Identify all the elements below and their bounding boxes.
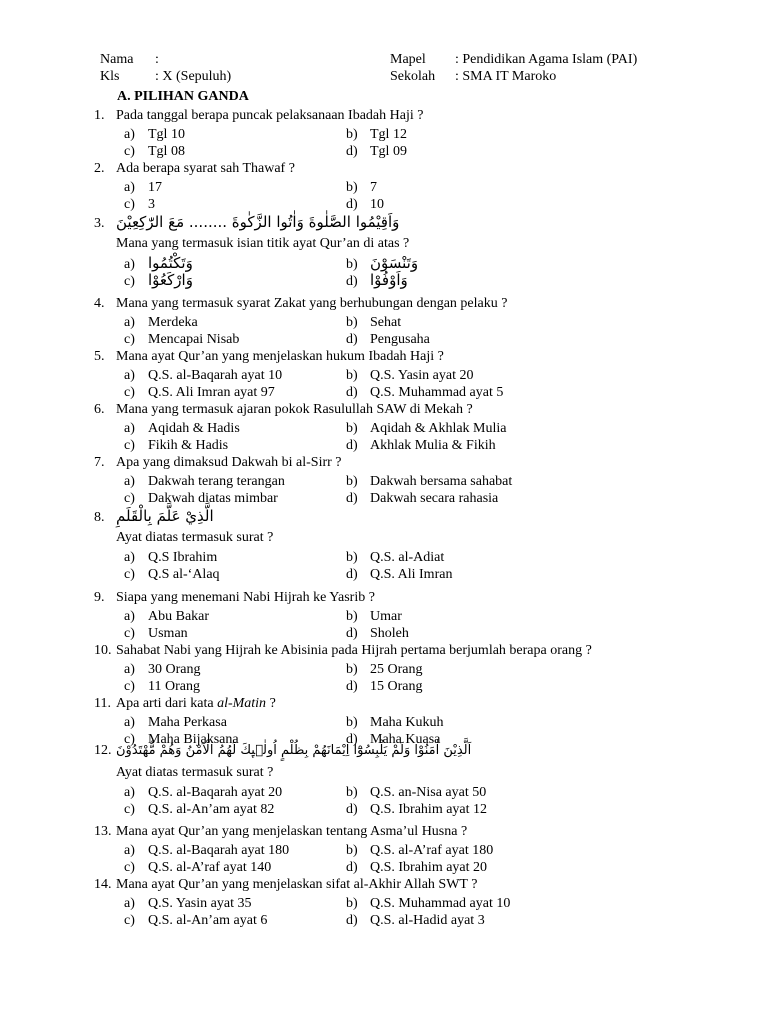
option-text: Maha Kuasa: [370, 732, 441, 747]
answer-options: [94, 255, 754, 289]
option-text: Aqidah & Hadis: [148, 421, 240, 436]
option-text: Q.S. Yasin ayat 20: [370, 368, 474, 383]
option-letter: b): [346, 715, 358, 730]
answer-options: [94, 895, 754, 929]
answer-options: [94, 842, 754, 876]
option-letter: b): [346, 180, 358, 195]
question-text: Mana yang termasuk ajaran pokok Rasulullah SAW di Mekah ?: [116, 402, 473, 417]
question-line: [94, 507, 754, 525]
option-c[interactable]: [124, 859, 271, 876]
option-letter: c): [124, 438, 135, 453]
arabic-verse: اَلَّذِيْنَ اٰمَنُوْا وَلَمْ يَلْبِسُوْٓا اِيْمَانَهُمْ بِظُلْمٍ اُولٰۤىِٕكَ لَهُمُ الْاَمْنُ وَهُمْ مُّهْتَدُوْنَ: [116, 743, 472, 758]
option-b[interactable]: [346, 473, 512, 490]
question-prompt: Ayat diatas termasuk surat ?: [116, 530, 274, 545]
question-line: [94, 876, 754, 894]
answer-options: [94, 608, 754, 642]
option-letter: b): [346, 550, 358, 565]
question-11: [94, 695, 754, 748]
answer-options: [94, 314, 754, 348]
question-2: [94, 160, 754, 213]
question-7: [94, 454, 754, 507]
option-letter: b): [346, 843, 358, 858]
question-line: [94, 742, 754, 760]
option-letter: c): [124, 274, 135, 289]
option-b[interactable]: [346, 420, 507, 437]
option-text: وَتَكْتُمُوا: [148, 254, 193, 272]
option-letter: a): [124, 180, 135, 195]
question-line: [94, 160, 754, 178]
option-text: Merdeka: [148, 315, 198, 330]
mapel-value: : Pendidikan Agama Islam (PAI): [455, 52, 638, 67]
question-line: [94, 348, 754, 366]
question-line: [94, 589, 754, 607]
option-text: 25 Orang: [370, 662, 423, 677]
option-text: Mencapai Nisab: [148, 332, 240, 347]
nama-separator: :: [155, 52, 159, 67]
option-d[interactable]: [346, 331, 430, 348]
question-text: Mana ayat Qur’an yang menjelaskan sifat al-Akhir Allah SWT ?: [116, 877, 478, 892]
option-text: Aqidah & Akhlak Mulia: [370, 421, 507, 436]
option-text: Sehat: [370, 315, 402, 330]
question-9: [94, 589, 754, 642]
option-text: 30 Orang: [148, 662, 201, 677]
option-letter: c): [124, 626, 135, 641]
question-number: 10.: [94, 643, 112, 658]
option-letter: b): [346, 421, 358, 436]
option-c[interactable]: [124, 196, 155, 213]
option-letter: a): [124, 474, 135, 489]
option-letter: d): [346, 274, 358, 289]
question-1: [94, 107, 754, 160]
option-d[interactable]: [346, 143, 407, 160]
question-13: [94, 823, 754, 876]
option-letter: c): [124, 732, 135, 747]
option-letter: c): [124, 332, 135, 347]
question-5: [94, 348, 754, 401]
option-d[interactable]: [346, 490, 498, 507]
sekolah-value: : SMA IT Maroko: [455, 69, 557, 84]
option-c[interactable]: [124, 331, 239, 348]
sekolah-label: Sekolah: [390, 69, 436, 84]
option-text: Q.S. al-Baqarah ayat 20: [148, 785, 283, 800]
option-letter: d): [346, 913, 358, 928]
option-text: Q.S. al-Hadid ayat 3: [370, 913, 485, 928]
mapel-label: Mapel: [390, 52, 426, 67]
question-line: [94, 295, 754, 313]
option-c[interactable]: [124, 801, 274, 818]
option-a[interactable]: [124, 895, 251, 912]
option-text: Q.S. al-An’am ayat 82: [148, 802, 275, 817]
question-12: [94, 742, 754, 818]
question-8: [94, 507, 754, 583]
question-number: 2.: [94, 161, 105, 176]
option-text: Q.S. al-A’raf ayat 180: [370, 843, 494, 858]
option-letter: c): [124, 144, 135, 159]
option-letter: b): [346, 896, 358, 911]
option-text: Q.S. Ibrahim ayat 20: [370, 860, 488, 875]
option-text: وَاَوْفُوْا: [370, 271, 408, 289]
question-number: 12.: [94, 743, 112, 758]
option-letter: d): [346, 567, 358, 582]
question-text: Pada tanggal berapa puncak pelaksanaan Ibadah Haji ?: [116, 108, 424, 123]
option-letter: d): [346, 732, 358, 747]
option-a[interactable]: [124, 842, 289, 859]
option-letter: d): [346, 438, 358, 453]
option-b[interactable]: [346, 842, 493, 859]
option-letter: d): [346, 144, 358, 159]
option-b[interactable]: [346, 126, 407, 143]
option-text: Tgl 08: [148, 144, 185, 159]
question-3: [94, 213, 754, 289]
option-a[interactable]: [124, 784, 282, 801]
option-b[interactable]: [346, 549, 444, 566]
option-a[interactable]: [124, 661, 201, 678]
option-text: وَارْكَعُوْا: [148, 271, 193, 289]
option-text: Maha Bijaksana: [148, 732, 239, 747]
question-text: Apa arti dari kata: [116, 696, 218, 711]
option-c[interactable]: [124, 143, 185, 160]
option-letter: b): [346, 474, 358, 489]
option-letter: d): [346, 491, 358, 506]
question-number: 14.: [94, 877, 112, 892]
option-letter: b): [346, 662, 358, 677]
option-b[interactable]: [346, 608, 402, 625]
question-text: Mana ayat Qur’an yang menjelaskan tentang Asma’ul Husna ?: [116, 824, 468, 839]
arabic-verse: الَّذِيْ عَلَّمَ بِالْقَلَمِ: [116, 507, 214, 525]
section-title: A. PILIHAN GANDA: [117, 89, 249, 104]
option-text: Dakwah terang terangan: [148, 474, 285, 489]
option-b[interactable]: [346, 661, 423, 678]
option-letter: c): [124, 567, 135, 582]
question-number: 6.: [94, 402, 105, 417]
option-text: 17: [148, 180, 162, 195]
option-letter: c): [124, 491, 135, 506]
question-number: 9.: [94, 590, 105, 605]
option-text: Akhlak Mulia & Fikih: [370, 438, 496, 453]
option-letter: c): [124, 197, 135, 212]
option-a[interactable]: [124, 473, 285, 490]
option-letter: a): [124, 421, 135, 436]
answer-options: [94, 784, 754, 818]
option-text: Q.S. al-Baqarah ayat 10: [148, 368, 283, 383]
option-text: Maha Perkasa: [148, 715, 227, 730]
option-letter: b): [346, 257, 358, 272]
option-text: Q.S. Ibrahim ayat 12: [370, 802, 488, 817]
option-d[interactable]: [346, 678, 423, 695]
option-d[interactable]: [346, 196, 384, 213]
question-text: Mana yang termasuk syarat Zakat yang berhubungan dengan pelaku ?: [116, 296, 508, 311]
arabic-verse: وَاَقِيْمُوا الصَّلٰوةَ وَاٰتُوا الزَّكٰوةَ ........ مَعَ الرّٰكِعِيْنَ: [116, 213, 400, 231]
option-text: Q.S. al-A’raf ayat 140: [148, 860, 272, 875]
option-c[interactable]: [124, 272, 193, 289]
option-text: Tgl 12: [370, 127, 407, 142]
option-text: Usman: [148, 626, 188, 641]
option-b[interactable]: [346, 255, 418, 272]
option-text: 3: [148, 197, 155, 212]
option-letter: c): [124, 802, 135, 817]
option-text: Abu Bakar: [148, 609, 210, 624]
option-letter: c): [124, 860, 135, 875]
option-letter: a): [124, 550, 135, 565]
option-text: وَتَنْسَوْنَ: [370, 254, 419, 272]
question-14: [94, 876, 754, 929]
option-b[interactable]: [346, 179, 377, 196]
option-text: Dakwah secara rahasia: [370, 491, 499, 506]
question-number: 11.: [94, 696, 111, 711]
option-letter: b): [346, 785, 358, 800]
option-letter: a): [124, 785, 135, 800]
option-text: Tgl 09: [370, 144, 407, 159]
answer-options: [94, 420, 754, 454]
question-text: Apa yang dimaksud Dakwah bi al-Sirr ?: [116, 455, 342, 470]
option-letter: a): [124, 609, 135, 624]
option-text: Dakwah bersama sahabat: [370, 474, 513, 489]
option-b[interactable]: [346, 367, 473, 384]
nama-label: Nama: [100, 52, 134, 67]
question-text: Sahabat Nabi yang Hijrah ke Abisinia pada Hijrah pertama berjumlah berapa orang ?: [116, 643, 592, 658]
question-prompt: Ayat diatas termasuk surat ?: [116, 765, 274, 780]
option-text: Q.S. Yasin ayat 35: [148, 896, 252, 911]
option-letter: a): [124, 662, 135, 677]
kls-value: : X (Sepuluh): [155, 69, 232, 84]
question-line: [94, 107, 754, 125]
option-letter: d): [346, 802, 358, 817]
option-text: 10: [370, 197, 384, 212]
question-line: [94, 454, 754, 472]
option-c[interactable]: [124, 678, 200, 695]
option-text: Q.S. Muhammad ayat 10: [370, 896, 511, 911]
question-text: Ada berapa syarat sah Thawaf ?: [116, 161, 295, 176]
answer-options: [94, 473, 754, 507]
option-a[interactable]: [124, 314, 198, 331]
option-text: Q.S. Muhammad ayat 5: [370, 385, 504, 400]
option-a[interactable]: [124, 126, 185, 143]
option-text: Q.S al-‘Alaq: [148, 567, 220, 582]
option-a[interactable]: [124, 714, 227, 731]
option-a[interactable]: [124, 255, 193, 272]
question-4: [94, 295, 754, 348]
question-number: 8.: [94, 510, 105, 525]
option-text: 11 Orang: [148, 679, 200, 694]
option-d[interactable]: [346, 912, 485, 929]
option-text: Q.S. an-Nisa ayat 50: [370, 785, 487, 800]
option-text: Q.S. al-Adiat: [370, 550, 445, 565]
option-letter: b): [346, 368, 358, 383]
option-text: 7: [370, 180, 377, 195]
option-a[interactable]: [124, 179, 162, 196]
option-a[interactable]: [124, 608, 209, 625]
question-number: 7.: [94, 455, 105, 470]
option-d[interactable]: [346, 859, 487, 876]
option-letter: b): [346, 127, 358, 142]
option-letter: a): [124, 715, 135, 730]
option-d[interactable]: [346, 437, 496, 454]
question-text-end: ?: [266, 696, 276, 711]
option-letter: a): [124, 315, 135, 330]
option-text: Fikih & Hadis: [148, 438, 229, 453]
answer-options: [94, 179, 754, 213]
option-a[interactable]: [124, 367, 282, 384]
option-text: Sholeh: [370, 626, 409, 641]
question-text: Mana ayat Qur’an yang menjelaskan hukum Ibadah Haji ?: [116, 349, 444, 364]
question-line: [94, 401, 754, 419]
option-letter: a): [124, 127, 135, 142]
option-letter: d): [346, 332, 358, 347]
option-text: Q.S. al-An’am ayat 6: [148, 913, 268, 928]
option-text: Dakwah diatas mimbar: [148, 491, 278, 506]
option-text: Q.S Ibrahim: [148, 550, 218, 565]
option-text: Umar: [370, 609, 402, 624]
option-text: Q.S. Ali Imran ayat 97: [148, 385, 275, 400]
answer-options: [94, 126, 754, 160]
question-line: [94, 823, 754, 841]
option-letter: a): [124, 368, 135, 383]
option-letter: d): [346, 197, 358, 212]
question-prompt: Mana yang termasuk isian titik ayat Qur’an di atas ?: [116, 236, 410, 251]
question-number: 1.: [94, 108, 105, 123]
answer-options: [94, 367, 754, 401]
option-a[interactable]: [124, 420, 240, 437]
question-6: [94, 401, 754, 454]
option-d[interactable]: [346, 384, 503, 401]
question-10: [94, 642, 754, 695]
option-letter: b): [346, 609, 358, 624]
option-d[interactable]: [346, 801, 487, 818]
answer-options: [94, 661, 754, 695]
option-letter: c): [124, 385, 135, 400]
question-number: 13.: [94, 824, 112, 839]
option-b[interactable]: [346, 314, 401, 331]
option-text: Pengusaha: [370, 332, 430, 347]
option-letter: a): [124, 843, 135, 858]
option-letter: d): [346, 679, 358, 694]
answer-options: [94, 549, 754, 583]
option-text: Maha Kukuh: [370, 715, 444, 730]
option-c[interactable]: [124, 912, 267, 929]
question-number: 3.: [94, 216, 105, 231]
option-text: Q.S. Ali Imran: [370, 567, 453, 582]
question-term: al-Matin: [217, 696, 267, 711]
option-d[interactable]: [346, 566, 452, 583]
option-c[interactable]: [124, 384, 275, 401]
option-c[interactable]: [124, 625, 188, 642]
option-letter: a): [124, 896, 135, 911]
question-text: Siapa yang menemani Nabi Hijrah ke Yasrib ?: [116, 590, 375, 605]
option-letter: a): [124, 257, 135, 272]
question-line: [94, 642, 754, 660]
exam-header: [0, 51, 768, 85]
option-c[interactable]: [124, 566, 220, 583]
option-letter: c): [124, 913, 135, 928]
option-d[interactable]: [346, 272, 408, 289]
option-letter: d): [346, 385, 358, 400]
option-b[interactable]: [346, 784, 486, 801]
question-number: 4.: [94, 296, 105, 311]
question-line: [94, 695, 754, 713]
question-number: 5.: [94, 349, 105, 364]
option-b[interactable]: [346, 895, 510, 912]
option-c[interactable]: [124, 437, 228, 454]
kls-label: Kls: [100, 69, 120, 84]
option-d[interactable]: [346, 625, 409, 642]
option-a[interactable]: [124, 549, 217, 566]
option-b[interactable]: [346, 714, 444, 731]
option-letter: b): [346, 315, 358, 330]
question-line: [94, 213, 754, 231]
option-letter: d): [346, 860, 358, 875]
option-letter: d): [346, 626, 358, 641]
option-text: Tgl 10: [148, 127, 185, 142]
option-text: 15 Orang: [370, 679, 423, 694]
option-text: Q.S. al-Baqarah ayat 180: [148, 843, 290, 858]
option-c[interactable]: [124, 490, 278, 507]
option-letter: c): [124, 679, 135, 694]
